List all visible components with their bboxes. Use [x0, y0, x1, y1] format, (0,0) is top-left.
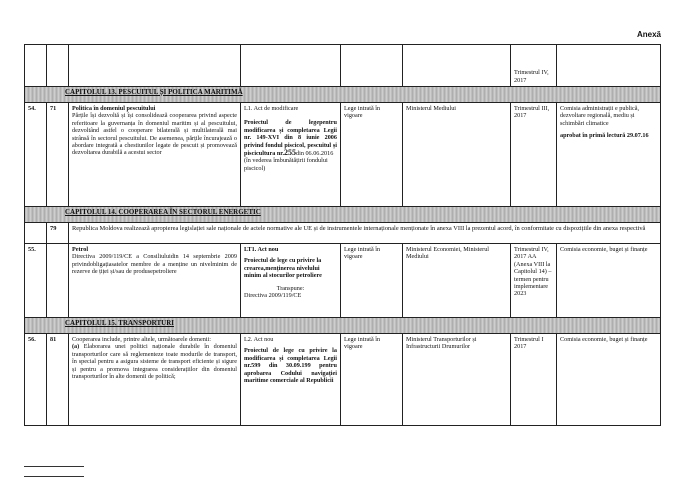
table-row — [25, 244, 661, 318]
footnote-line — [24, 476, 84, 477]
act-code: LT1. Act nou — [244, 246, 279, 253]
item-marker: (a) — [72, 343, 80, 351]
provision-item: Elaborarea unei politici naționale durabile în domeniul transporturilor care să reglementeze toate modurile de transport, în special pentru a asigura sisteme de transport eficiente și sigure și pentru a promova integrarea considerațiilor din domeniul transporturilor în alte domenii de politică; — [72, 343, 237, 381]
approval-status: aprobat în primă lectură 29.07.16 — [560, 132, 649, 140]
table-row — [25, 45, 661, 87]
term-cell: Trimestrul IV, 2017 — [511, 45, 557, 87]
chapter-row — [25, 87, 661, 103]
chapter-row — [25, 207, 661, 223]
provision-text: Părțile își dezvoltă și își consolidează cooperarea privind aspecte referitoare la guvernanța în domeniul maritim și al pescuitului, dezvoltând astfel o cooperare bilaterală și multilaterală mai strânsă în sectorul pescuitului. De asemenea, părțile încurajează o abordare integrată a chestiunilor legate de pescuit și promovează dezvoltarea durabilă a acestui sector — [72, 112, 237, 157]
chapter-row — [25, 318, 661, 334]
commission: Comisia administrații e publică, dezvoltare regională, mediu și schimbări climatice — [560, 105, 640, 127]
transposes-label: Transpune: — [276, 284, 305, 292]
transposes-directive: Directiva 2009/119/CE — [244, 292, 302, 300]
act-code: L1. Act de modificare — [244, 105, 299, 112]
responsible-authority: Ministerul Transporturilor și Infrastructurii Drumurilor — [403, 334, 511, 426]
commission: Comisia economie, buget și finanțe — [557, 334, 661, 426]
responsible-authority: Ministerul Mediului — [403, 103, 511, 207]
action-plan-table — [24, 44, 661, 426]
provision-text: Directiva 2009/119/CE a Consiliuluidin 14 septembrie 2009 privindobligațiasatelor membre de a menține un nivelminim de rezerve de țiței și/sau de produsepetroliere — [72, 253, 237, 276]
provision-text: Republica Moldova realizează apropierea legislației sale naționale de actele normative ale UE și de instrumentele internaționale menționate în anexa VIII la prezentul acord, în conformitate cu dispozițiile din anexa respectivă — [69, 223, 661, 244]
footnote-line — [24, 466, 84, 467]
act-type: Lege intrată în vigoare — [341, 334, 403, 426]
term-cell: Trimestrul IV, 2017 AA (Anexa VIII la Capitolul 14) – termen pentru implementare 2023 — [511, 244, 557, 318]
term-cell: Trimestrul I 2017 — [511, 334, 557, 426]
provision-title: Politica în domeniul pescuitului — [72, 105, 156, 112]
chapter-14-title: CAPITOLUL 14. COOPERAREA ÎN SECTORUL ENERGETIC — [25, 207, 661, 223]
row-number: 54. — [25, 103, 47, 207]
article-number: 79 — [47, 223, 69, 244]
row-number: 56. — [25, 334, 47, 426]
act-number: 255 — [284, 148, 296, 158]
table-row — [25, 223, 661, 244]
chapter-15-title: CAPITOLUL 15. TRANSPORTURI — [25, 318, 661, 334]
act-date: din 06.06.2016 — [296, 150, 334, 158]
table-row — [25, 334, 661, 426]
act-type: Lege intrată în vigoare — [341, 244, 403, 318]
annex-label: Anexă — [636, 30, 661, 39]
provision-text: Cooperarea include, printre altele, următoarele domenii: — [72, 336, 211, 343]
act-code: L2. Act nou — [244, 336, 274, 343]
term-cell: Trimestrul III, 2017 — [511, 103, 557, 207]
act-note: (în vederea îmbunătățirii fondului piscicol) — [244, 157, 328, 172]
article-number: 81 — [47, 334, 69, 426]
commission: Comisia economie, buget și finanțe — [557, 244, 661, 318]
chapter-13-title: CAPITOLUL 13. PESCUITUL ȘI POLITICA MARITIMĂ — [25, 87, 661, 103]
row-number: 55. — [25, 244, 47, 318]
act-type: Lege intrată în vigoare — [341, 103, 403, 207]
responsible-authority: Ministerul Economiei, Ministerul Mediului — [403, 244, 511, 318]
act-title: Proiectul de legepentru modificarea și completarea Legii nr. 149-XVI din 8 iunie 2006 privind fondul piscicol, pescuitul și piscicultura nr. — [244, 119, 337, 158]
act-title: Proiectul de lege cu privire la crearea,menținerea nivelului minim al stocurilor petroliere — [244, 257, 322, 280]
provision-title: Petrol — [72, 246, 89, 253]
table-row — [25, 103, 661, 207]
act-title: Proiectul de lege cu privire la modificarea și completarea Legii nr.599 din 30.09.199 pentru aprobarea Codului navigației maritime comerciale al Republicii — [244, 347, 337, 385]
article-number: 71 — [47, 103, 69, 207]
